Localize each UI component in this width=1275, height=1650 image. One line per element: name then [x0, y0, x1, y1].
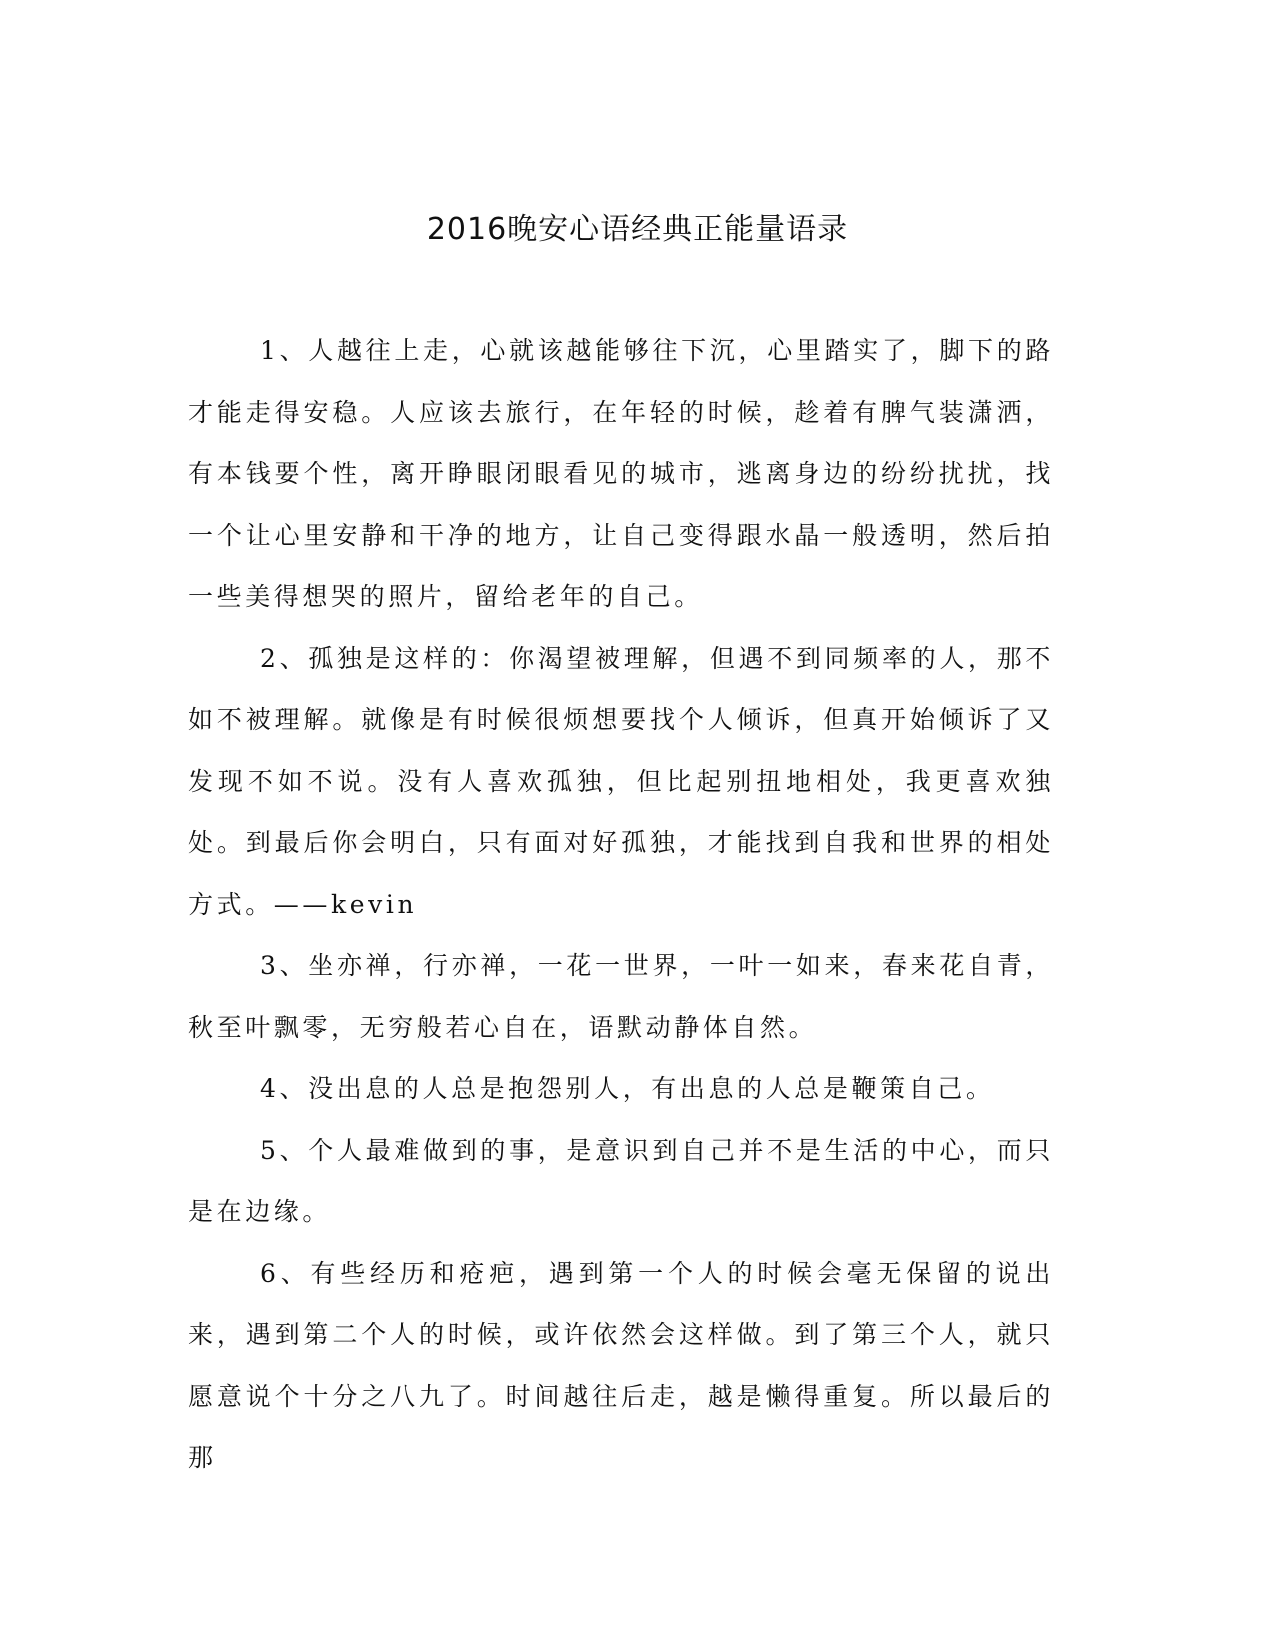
quote-paragraph-2: 2、孤独是这样的：你渴望被理解，但遇不到同频率的人，那不如不被理解。就像是有时候很烦想要找个人倾诉，但真开始倾诉了又发现不如不说。没有人喜欢孤独，但比起别扭地相处，我更喜欢独处。到最后你会明白，只有面对好孤独，才能找到自我和世界的相处方式。——kevin [188, 643, 1054, 919]
quote-paragraph-1: 1、人越往上走，心就该越能够往下沉，心里踏实了，脚下的路才能走得安稳。人应该去旅行，在年轻的时候，趁着有脾气装潇洒，有本钱要个性，离开睁眼闭眼看见的城市，逃离身边的纷纷扰扰，找一个让心里安静和干净的地方，让自己变得跟水晶一般透明，然后拍一些美得想哭的照片，留给老年的自己。 [188, 336, 1054, 611]
document-body [188, 320, 1054, 1489]
quote-paragraph-4: 4、没出息的人总是抱怨别人，有出息的人总是鞭策自己。 [260, 1074, 995, 1103]
quote-paragraph-6: 6、有些经历和疮疤，遇到第一个人的时候会毫无保留的说出来，遇到第二个人的时候，或许依然会这样做。到了第三个人，就只愿意说个十分之八九了。时间越往后走，越是懒得重复。所以最后的那 [188, 1258, 1054, 1472]
quote-paragraph-3: 3、坐亦禅，行亦禅，一花一世界，一叶一如来，春来花自青，秋至叶飘零，无穷般若心自在，语默动静体自然。 [188, 951, 1054, 1042]
page-title: 2016晚安心语经典正能量语录 [426, 212, 849, 247]
quote-paragraph-5: 5、个人最难做到的事，是意识到自己并不是生活的中心，而只是在边缘。 [188, 1135, 1054, 1226]
